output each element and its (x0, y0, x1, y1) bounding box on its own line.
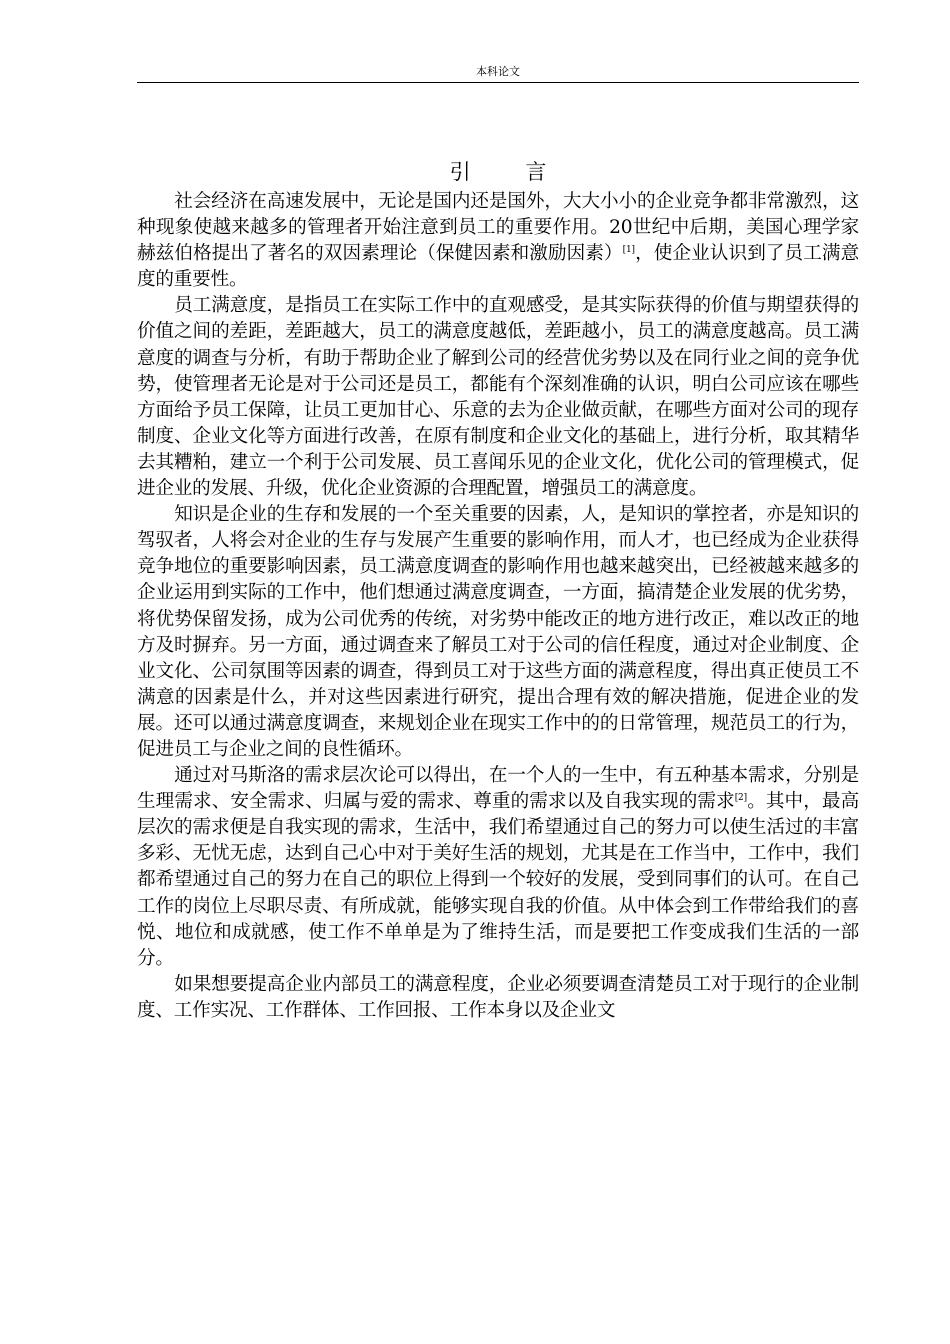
running-header: 本科论文 (476, 65, 520, 78)
citation-marker: [2] (734, 792, 747, 803)
citation-marker: [1] (622, 245, 635, 255)
paragraph-text: 社会经济在高速发展中，无论是国内还是国外，大大小小的企业竞争都非常激烈，这种现象使越来越多的管理者开始注意到员工的重要作用。20世纪中后期，美国心理学家赫兹伯格提出了著名的双因素理论（保健因素和激励因素） (137, 191, 859, 265)
body-text (137, 189, 859, 1024)
paragraph-5 (137, 972, 859, 1024)
paragraph-text: 知识是企业的生存和发展的一个至关重要的因素，人，是知识的掌控者，亦是知识的驾驭者，人将会对企业的生存与发展产生重要的影响作用，而人才，也已经成为企业获得竞争地位的重要影响因素，员工满意度调查的影响作用也越来越突出，已经被越来越多的企业运用到实际的工作中，他们想通过满意度调查，一方面，搞清楚企业发展的优劣势，将优势保留发扬，成为公司优秀的传统，对劣势中能改正的地方进行改正，难以改正的地方及时摒弃。另一方面，通过调查来了解员工对于公司的信任程度，通过对企业制度、企业文化、公司氛围等因素的调查，得到员工对于这些方面的满意程度，得出真正使员工不满意的因素是什么，并对这些因素进行研究，提出合理有效的解决措施，促进企业的发展。还可以通过满意度调查，来规划企业在现实工作中的的日常管理，规范员工的行为，促进员工与企业之间的良性循环。 (137, 504, 859, 760)
paragraph-text: 如果想要提高企业内部员工的满意程度，企业必须要调查清楚员工对于现行的企业制度、工作实况、工作群体、工作回报、工作本身以及企业文 (137, 973, 859, 1021)
paragraph-4 (137, 763, 859, 972)
paragraph-1 (137, 189, 859, 293)
paragraph-text: 通过对马斯洛的需求层次论可以得出，在一个人的一生中，有五种基本需求，分别是生理需求、安全需求、归属与爱的需求、尊重的需求以及自我实现的需求 (137, 765, 859, 813)
header-rule (137, 82, 859, 83)
paragraph-3 (137, 502, 859, 763)
section-title: 引 言 (449, 160, 571, 184)
paragraph-text: ，使企业认识到了员工满意度的重要性。 (137, 243, 859, 291)
paragraph-text: 。其中，最高层次的需求便是自我实现的需求，生活中，我们希望通过自己的努力可以使生活过的丰富多彩、无忧无虑，达到自己心中对于美好生活的规划，尤其是在工作当中，工作中，我们都希望通过自己的努力在自己的职位上得到一个较好的发展，受到同事们的认可。在自己工作的岗位上尽职尽责、有所成就，能够实现自我的价值。从中体会到工作带给我们的喜悦、地位和成就感，使工作不单单是为了维持生活，而是要把工作变成我们生活的一部分。 (137, 791, 859, 969)
paragraph-2 (137, 293, 859, 502)
paragraph-text: 员工满意度，是指员工在实际工作中的直观感受，是其实际获得的价值与期望获得的价值之间的差距，差距越大，员工的满意度越低，差距越小，员工的满意度越高。员工满意度的调查与分析，有助于帮助企业了解到公司的经营优劣势以及在同行业之间的竞争优势，使管理者无论是对于公司还是员工，都能有个深刻准确的认识，明白公司应该在哪些方面给予员工保障，让员工更加甘心、乐意的去为企业做贡献，在哪些方面对公司的现存制度、企业文化等方面进行改善，在原有制度和企业文化的基础上，进行分析，取其精华去其糟粕，建立一个利于公司发展、员工喜闻乐见的企业文化，优化公司的管理模式，促进企业的发展、升级，优化企业资源的合理配置，增强员工的满意度。 (137, 295, 859, 500)
